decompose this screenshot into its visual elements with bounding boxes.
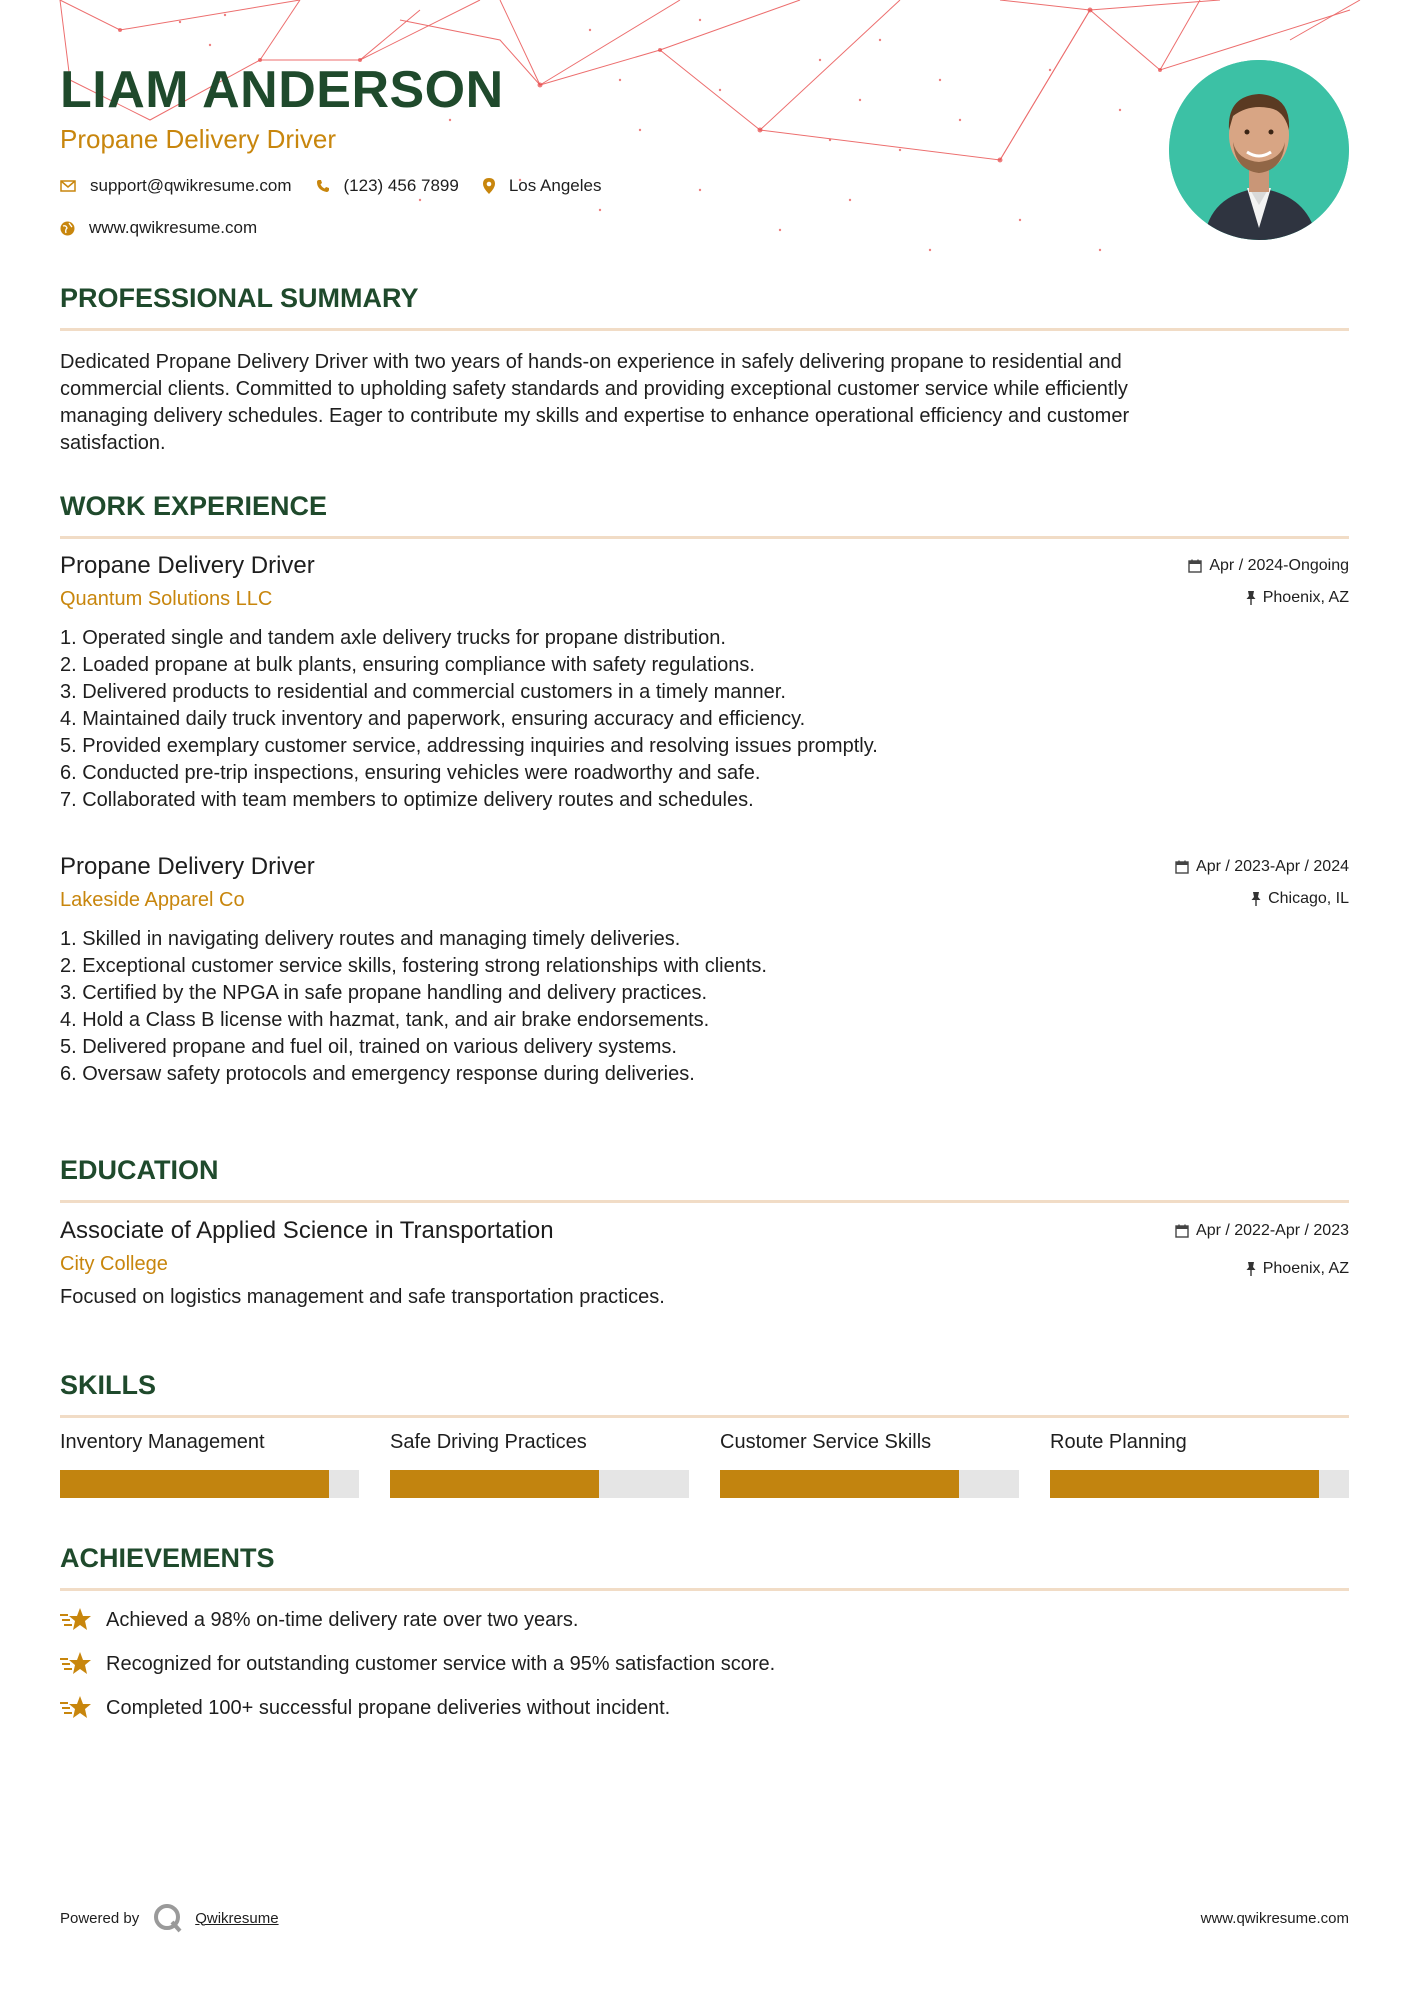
- achievement-item: [60, 1693, 1349, 1723]
- skill-bar-track: [390, 1470, 689, 1498]
- achievement-item: [60, 1605, 1349, 1635]
- summary-line: Dedicated Propane Delivery Driver with two years of hands-on experience in safely delivering propane to residential and: [60, 351, 1122, 373]
- skill-item: [390, 1428, 689, 1498]
- education-heading: EDUCATION: [60, 1155, 219, 1185]
- section-divider: [60, 1588, 1349, 1591]
- pushpin-icon: [1246, 1262, 1256, 1276]
- experience-heading: WORK EXPERIENCE: [60, 491, 328, 521]
- footer: [60, 1900, 1349, 1936]
- list-item: 5. Provided exemplary customer service, addressing inquiries and resolving issues promptly.: [60, 735, 878, 757]
- qwikresume-logo-icon: [153, 1903, 183, 1933]
- list-item: 3. Delivered products to residential and commercial customers in a timely manner.: [60, 681, 786, 703]
- pushpin-icon: [1251, 892, 1261, 906]
- achievements-section: [60, 1542, 1349, 1591]
- job-meta: [1175, 856, 1349, 920]
- job-entry: [60, 551, 1349, 814]
- company-name: Lakeside Apparel Co: [60, 889, 245, 911]
- section-divider: [60, 1200, 1349, 1203]
- star-icon: [60, 1607, 92, 1633]
- job-dates-text: Apr / 2023-Apr / 2024: [1196, 858, 1349, 875]
- achievement-item: [60, 1649, 1349, 1679]
- footer-url[interactable]: www.qwikresume.com: [1200, 1909, 1349, 1927]
- email-text: support@qwikresume.com: [90, 176, 292, 195]
- contact-row: [60, 174, 625, 198]
- education-dates-text: Apr / 2022-Apr / 2023: [1196, 1222, 1349, 1239]
- skill-label: Route Planning: [1050, 1431, 1187, 1453]
- education-meta: [1175, 1220, 1349, 1290]
- powered-by-label: Powered by: [60, 1909, 140, 1927]
- job-bullets: [60, 625, 1349, 814]
- skills-section: [60, 1369, 1349, 1418]
- school-name: City College: [60, 1253, 168, 1275]
- skill-bar-fill: [1050, 1470, 1319, 1498]
- phone-text: (123) 456 7899: [343, 176, 459, 195]
- candidate-name: LIAM ANDERSON: [60, 61, 504, 119]
- list-item: 4. Maintained daily truck inventory and paperwork, ensuring accuracy and efficiency.: [60, 708, 806, 730]
- list-item: 1. Skilled in navigating delivery routes and managing timely deliveries.: [60, 928, 681, 950]
- company-name: Quantum Solutions LLC: [60, 588, 273, 610]
- profile-photo: [1169, 60, 1349, 240]
- summary-heading: PROFESSIONAL SUMMARY: [60, 283, 419, 313]
- list-item: 2. Exceptional customer service skills, fostering strong relationships with clients.: [60, 955, 767, 977]
- footer-branding: [60, 1900, 279, 1936]
- list-item: 2. Loaded propane at bulk plants, ensuring compliance with safety regulations.: [60, 654, 755, 676]
- job-title: Propane Delivery Driver: [60, 853, 315, 880]
- job-dates-text: Apr / 2024-Ongoing: [1209, 557, 1349, 574]
- summary-section: [60, 282, 1349, 457]
- job-location: [1188, 587, 1349, 609]
- section-divider: [60, 328, 1349, 331]
- brand-link[interactable]: Qwikresume: [195, 1909, 279, 1927]
- skill-bar-track: [60, 1470, 359, 1498]
- education-section: [60, 1154, 1349, 1203]
- website-item[interactable]: [60, 218, 257, 238]
- summary-line: satisfaction.: [60, 432, 166, 454]
- list-item: 3. Certified by the NPGA in safe propane handling and delivery practices.: [60, 982, 708, 1004]
- education-entry: [60, 1216, 1349, 1311]
- map-pin-icon: [483, 178, 495, 194]
- job-title: Propane Delivery Driver: [60, 552, 315, 579]
- section-divider: [60, 1415, 1349, 1418]
- achievements-list: [60, 1605, 1349, 1737]
- skill-bar-fill: [390, 1470, 599, 1498]
- degree-title: Associate of Applied Science in Transportation: [60, 1217, 554, 1244]
- list-item: 1. Operated single and tandem axle delivery trucks for propane distribution.: [60, 627, 726, 649]
- skill-bar-track: [720, 1470, 1019, 1498]
- experience-section: [60, 490, 1349, 539]
- globe-icon: [60, 221, 75, 236]
- achievement-text: Recognized for outstanding customer service with a 95% satisfaction score.: [106, 1652, 776, 1675]
- job-bullets: [60, 926, 1349, 1088]
- skill-item: [720, 1428, 1019, 1498]
- phone-item[interactable]: [316, 176, 459, 196]
- achievements-heading: ACHIEVEMENTS: [60, 1543, 275, 1573]
- skill-label: Inventory Management: [60, 1431, 265, 1453]
- list-item: 6. Conducted pre-trip inspections, ensuring vehicles were roadworthy and safe.: [60, 762, 761, 784]
- job-dates: [1175, 856, 1349, 878]
- skill-bar-track: [1050, 1470, 1349, 1498]
- list-item: 7. Collaborated with team members to optimize delivery routes and schedules.: [60, 789, 754, 811]
- list-item: 5. Delivered propane and fuel oil, trained on various delivery systems.: [60, 1036, 677, 1058]
- location-item: [483, 176, 602, 196]
- summary-line: commercial clients. Committed to upholding safety standards and providing exceptional customer service while efficiently: [60, 378, 1128, 400]
- calendar-icon: [1175, 860, 1189, 874]
- avatar: [1169, 60, 1349, 240]
- job-location: [1175, 888, 1349, 910]
- achievement-text: Achieved a 98% on-time delivery rate over two years.: [106, 1608, 579, 1631]
- phone-icon: [316, 179, 330, 193]
- education-description: Focused on logistics management and safe transportation practices.: [60, 1286, 665, 1308]
- skill-item: [1050, 1428, 1349, 1498]
- education-location-text: Phoenix, AZ: [1262, 1260, 1349, 1277]
- skill-label: Customer Service Skills: [720, 1431, 932, 1453]
- summary-line: managing delivery schedules. Eager to contribute my skills and expertise to enhance operational efficiency and customer: [60, 405, 1130, 427]
- list-item: 6. Oversaw safety protocols and emergency response during deliveries.: [60, 1063, 695, 1085]
- education-location: [1175, 1258, 1349, 1280]
- envelope-icon: [60, 180, 76, 192]
- location-text: Los Angeles: [508, 176, 602, 195]
- job-meta: [1188, 555, 1349, 619]
- star-icon: [60, 1695, 92, 1721]
- star-icon: [60, 1651, 92, 1677]
- contact-row-2: [60, 216, 625, 240]
- job-entry: [60, 852, 1349, 1088]
- email-item[interactable]: [60, 176, 292, 196]
- website-text: www.qwikresume.com: [89, 218, 258, 237]
- skills-heading: SKILLS: [60, 1370, 157, 1400]
- job-dates: [1188, 555, 1349, 577]
- section-divider: [60, 536, 1349, 539]
- resume-header: [60, 60, 625, 240]
- skill-bar-fill: [60, 1470, 329, 1498]
- skill-label: Safe Driving Practices: [390, 1431, 587, 1453]
- calendar-icon: [1188, 559, 1202, 573]
- pushpin-icon: [1246, 591, 1256, 605]
- education-dates: [1175, 1220, 1349, 1242]
- summary-text: [60, 349, 1349, 457]
- job-location-text: Phoenix, AZ: [1262, 589, 1349, 606]
- calendar-icon: [1175, 1224, 1189, 1238]
- list-item: 4. Hold a Class B license with hazmat, tank, and air brake endorsements.: [60, 1009, 710, 1031]
- job-location-text: Chicago, IL: [1268, 890, 1349, 907]
- achievement-text: Completed 100+ successful propane deliveries without incident.: [106, 1696, 671, 1719]
- skill-item: [60, 1428, 359, 1498]
- candidate-title: Propane Delivery Driver: [60, 124, 336, 154]
- skill-bar-fill: [720, 1470, 959, 1498]
